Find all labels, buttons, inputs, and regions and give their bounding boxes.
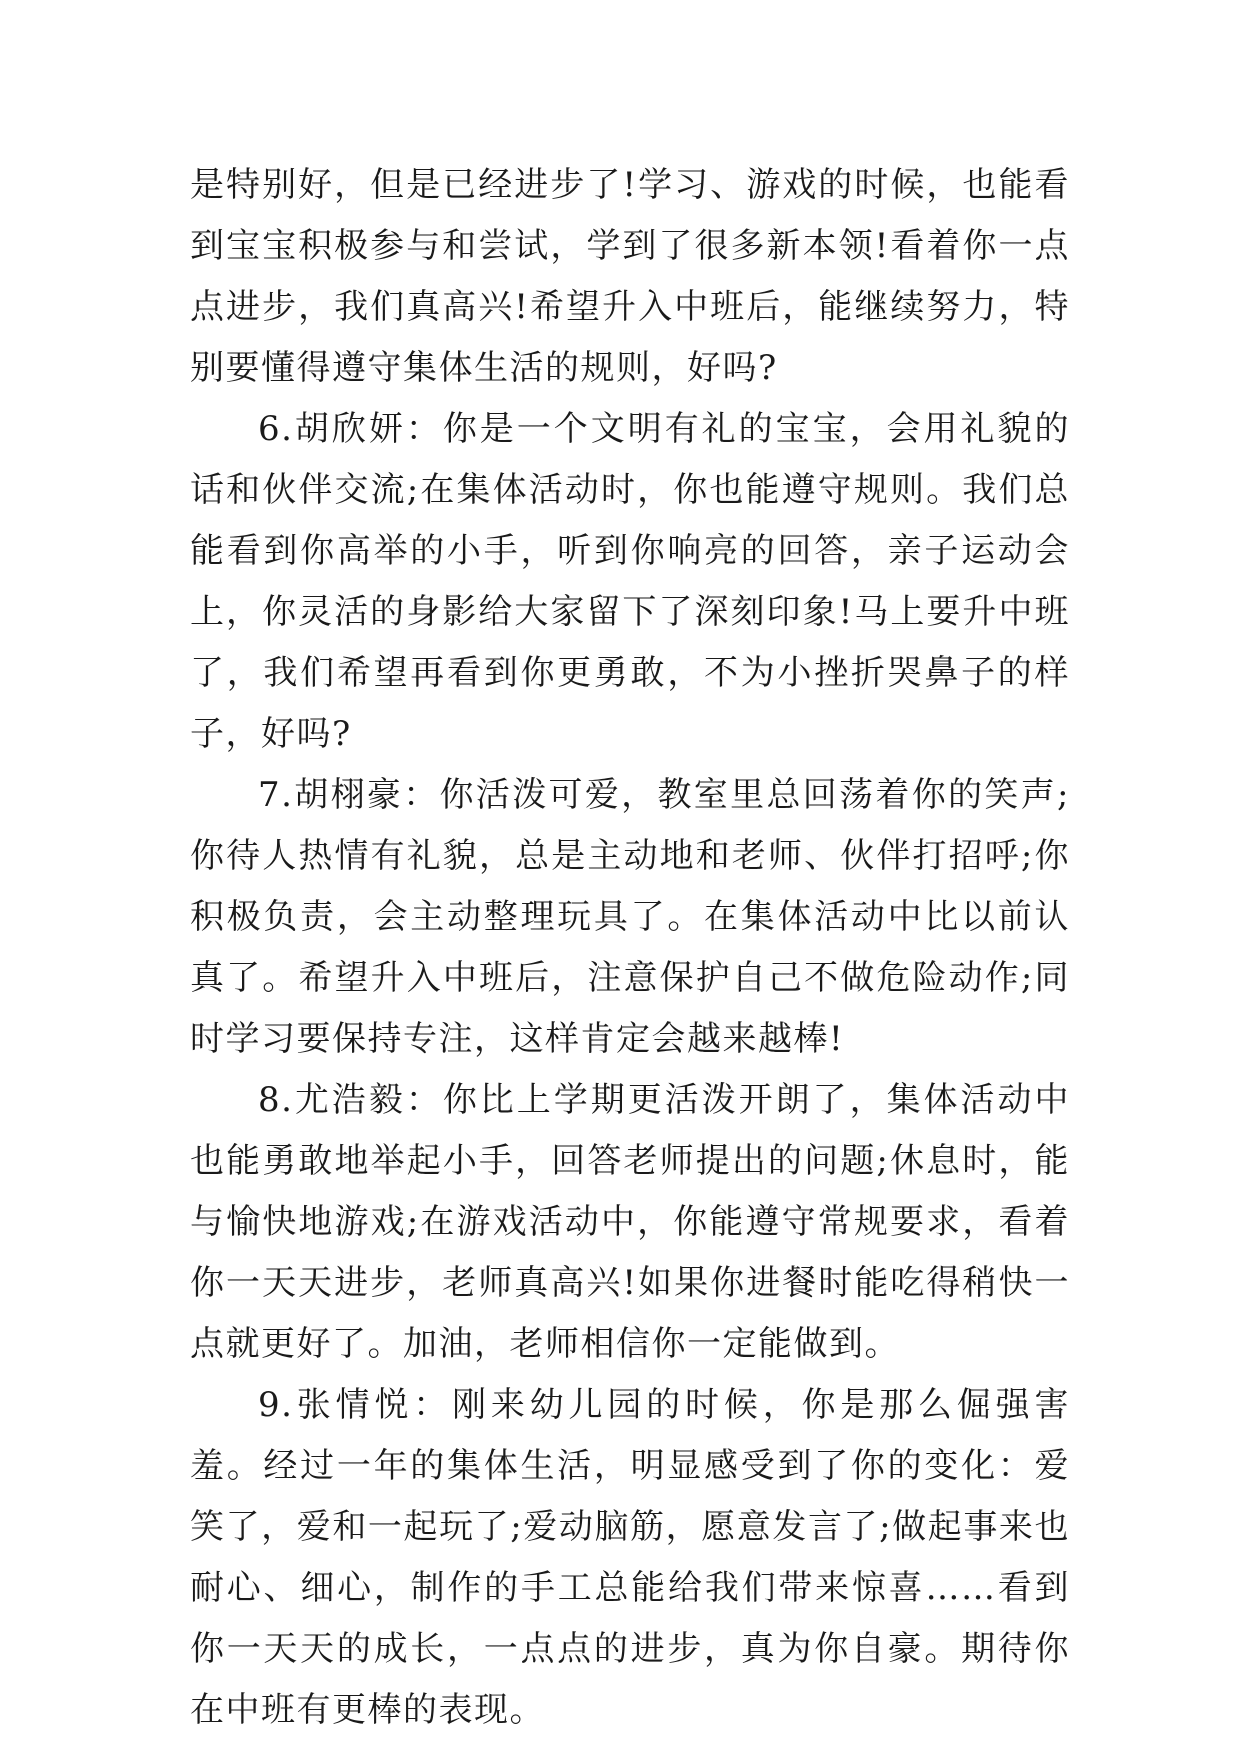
paragraph-comment-6: 6.胡欣妍：你是一个文明有礼的宝宝，会用礼貌的话和伙伴交流;在集体活动时，你也能遵守规则。我们总能看到你高举的小手，听到你响亮的回答，亲子运动会上，你灵活的身影给大家留下了深刻印象!马上要升中班了，我们希望再看到你更勇敢，不为小挫折哭鼻子的样子，好吗? bbox=[190, 409, 1070, 754]
body-text bbox=[190, 155, 1070, 1741]
paragraph-comment-7: 7.胡栩豪：你活泼可爱，教室里总回荡着你的笑声;你待人热情有礼貌，总是主动地和老师、伙伴打招呼;你积极负责，会主动整理玩具了。在集体活动中比以前认真了。希望升入中班后，注意保护自己不做危险动作;同时学习要保持专注，这样肯定会越来越棒! bbox=[190, 775, 1070, 1059]
paragraph-continued: 是特别好，但是已经进步了!学习、游戏的时候，也能看到宝宝积极参与和尝试，学到了很多新本领!看着你一点点进步，我们真高兴!希望升入中班后，能继续努力，特别要懂得遵守集体生活的规则，好吗? bbox=[190, 165, 1070, 388]
paragraph-comment-8: 8.尤浩毅：你比上学期更活泼开朗了，集体活动中也能勇敢地举起小手，回答老师提出的问题;休息时，能与愉快地游戏;在游戏活动中，你能遵守常规要求，看着你一天天进步，老师真高兴!如果你进餐时能吃得稍快一点就更好了。加油，老师相信你一定能做到。 bbox=[190, 1080, 1070, 1364]
paragraph-comment-9: 9.张情悦：刚来幼儿园的时候，你是那么倔强害羞。经过一年的集体生活，明显感受到了你的变化：爱笑了，爱和一起玩了;爱动脑筋，愿意发言了;做起事来也耐心、细心，制作的手工总能给我们带来惊喜……看到你一天天的成长，一点点的进步，真为你自豪。期待你在中班有更棒的表现。 bbox=[190, 1385, 1070, 1730]
